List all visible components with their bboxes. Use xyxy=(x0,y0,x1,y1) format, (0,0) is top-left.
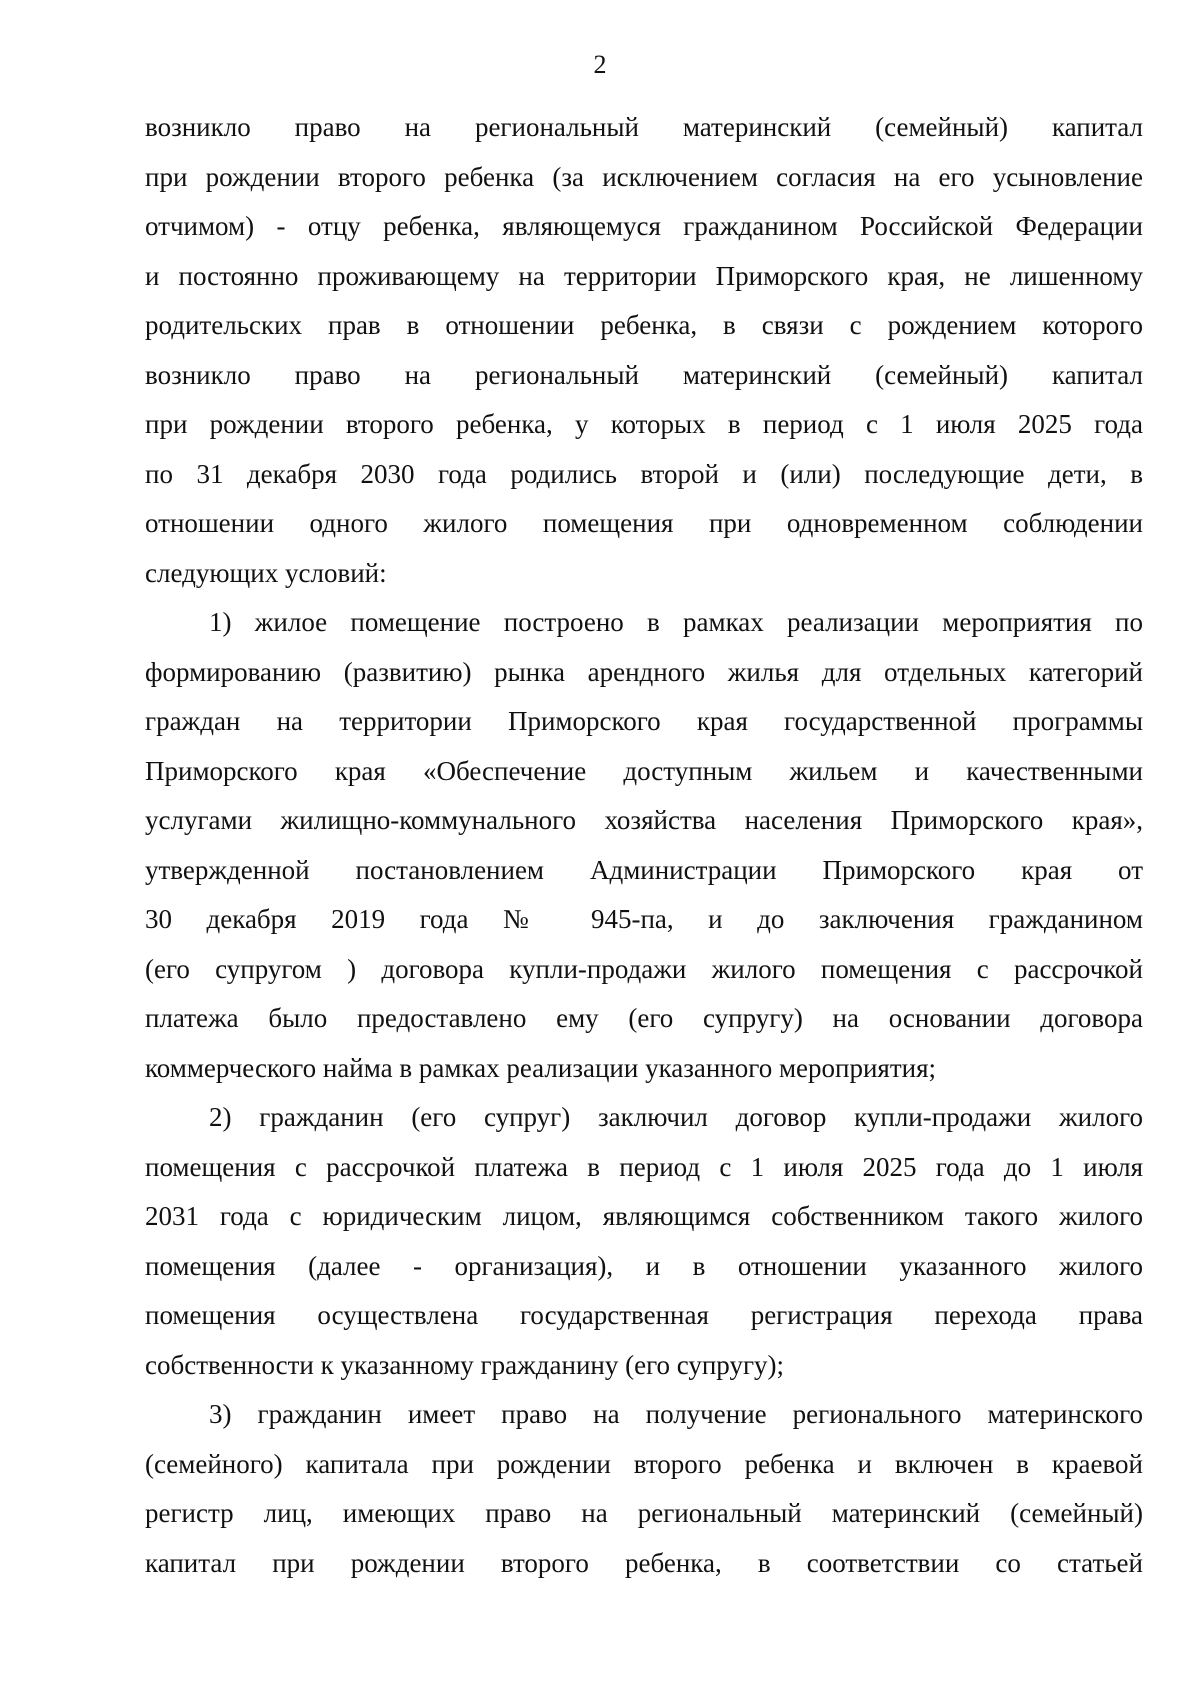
text-line: услугами жилищно-коммунального хозяйства населения Приморского края», xyxy=(145,805,1143,835)
text-line: 1) жилое помещение построено в рамках реализации мероприятия по xyxy=(209,607,1143,637)
text-line: 3) гражданин имеет право на получение регионального материнского xyxy=(209,1399,1143,1429)
text-line: 2031 года с юридическим лицом, являющимся собственником такого жилого xyxy=(145,1201,1143,1231)
text-line: помещения (далее - организация), и в отношении указанного жилого xyxy=(145,1250,1143,1281)
page-number: 2 xyxy=(593,50,607,79)
text-line: граждан на территории Приморского края государственной программы xyxy=(145,706,1143,736)
text-line: возникло право на региональный материнский (семейный) капитал xyxy=(145,359,1143,390)
text-line: следующих условий: xyxy=(145,557,387,588)
text-line: при рождении второго ребенка, у которых в период с 1 июля 2025 года xyxy=(145,409,1143,439)
text-line: регистр лиц, имеющих право на региональный материнский (семейный) xyxy=(145,1498,1143,1528)
text-line: коммерческого найма в рамках реализации указанного мероприятия; xyxy=(145,1052,937,1083)
text-line: возникло право на региональный материнский (семейный) капитал xyxy=(145,112,1143,142)
paragraph xyxy=(145,103,1143,598)
text-line: 2) гражданин (его супруг) заключил договор купли-продажи жилого xyxy=(209,1102,1143,1132)
text-line: (семейного) капитала при рождении второго ребенка и включен в краевой xyxy=(145,1448,1143,1479)
text-line: отчимом) - отцу ребенка, являющемуся гражданином Российской Федерации xyxy=(145,211,1143,241)
text-line: собственности к указанному гражданину (его супругу); xyxy=(145,1349,785,1380)
text-line: помещения осуществлена государственная регистрация перехода права xyxy=(145,1300,1143,1330)
text-line: и постоянно проживающему на территории Приморского края, не лишенному xyxy=(145,260,1143,291)
text-line: 30 декабря 2019 года № 945-па, и до заключения гражданином xyxy=(145,904,1143,934)
document-body xyxy=(145,103,1143,1588)
text-line: капитал при рождении второго ребенка, в соответствии со статьей xyxy=(145,1547,1143,1578)
paragraph xyxy=(145,598,1143,1093)
text-line: при рождении второго ребенка (за исключением согласия на его усыновление xyxy=(145,161,1143,192)
text-line: платежа было предоставлено ему (его супругу) на основании договора xyxy=(145,1003,1143,1033)
paragraph xyxy=(145,1093,1143,1390)
text-line: утвержденной постановлением Администрации Приморского края от xyxy=(145,854,1143,885)
text-line: помещения с рассрочкой платежа в период с 1 июля 2025 года до 1 июля xyxy=(145,1151,1143,1182)
text-line: родительских прав в отношении ребенка, в связи с рождением которого xyxy=(145,310,1143,340)
paragraph xyxy=(145,1390,1143,1588)
text-line: по 31 декабря 2030 года родились второй и (или) последующие дети, в xyxy=(145,458,1143,489)
text-line: формированию (развитию) рынка арендного жилья для отдельных категорий xyxy=(145,656,1143,687)
text-line: (его супругом ) договора купли-продажи жилого помещения с рассрочкой xyxy=(145,953,1143,984)
text-line: отношении одного жилого помещения при одновременном соблюдении xyxy=(145,508,1143,538)
text-line: Приморского края «Обеспечение доступным жильем и качественными xyxy=(145,755,1143,786)
